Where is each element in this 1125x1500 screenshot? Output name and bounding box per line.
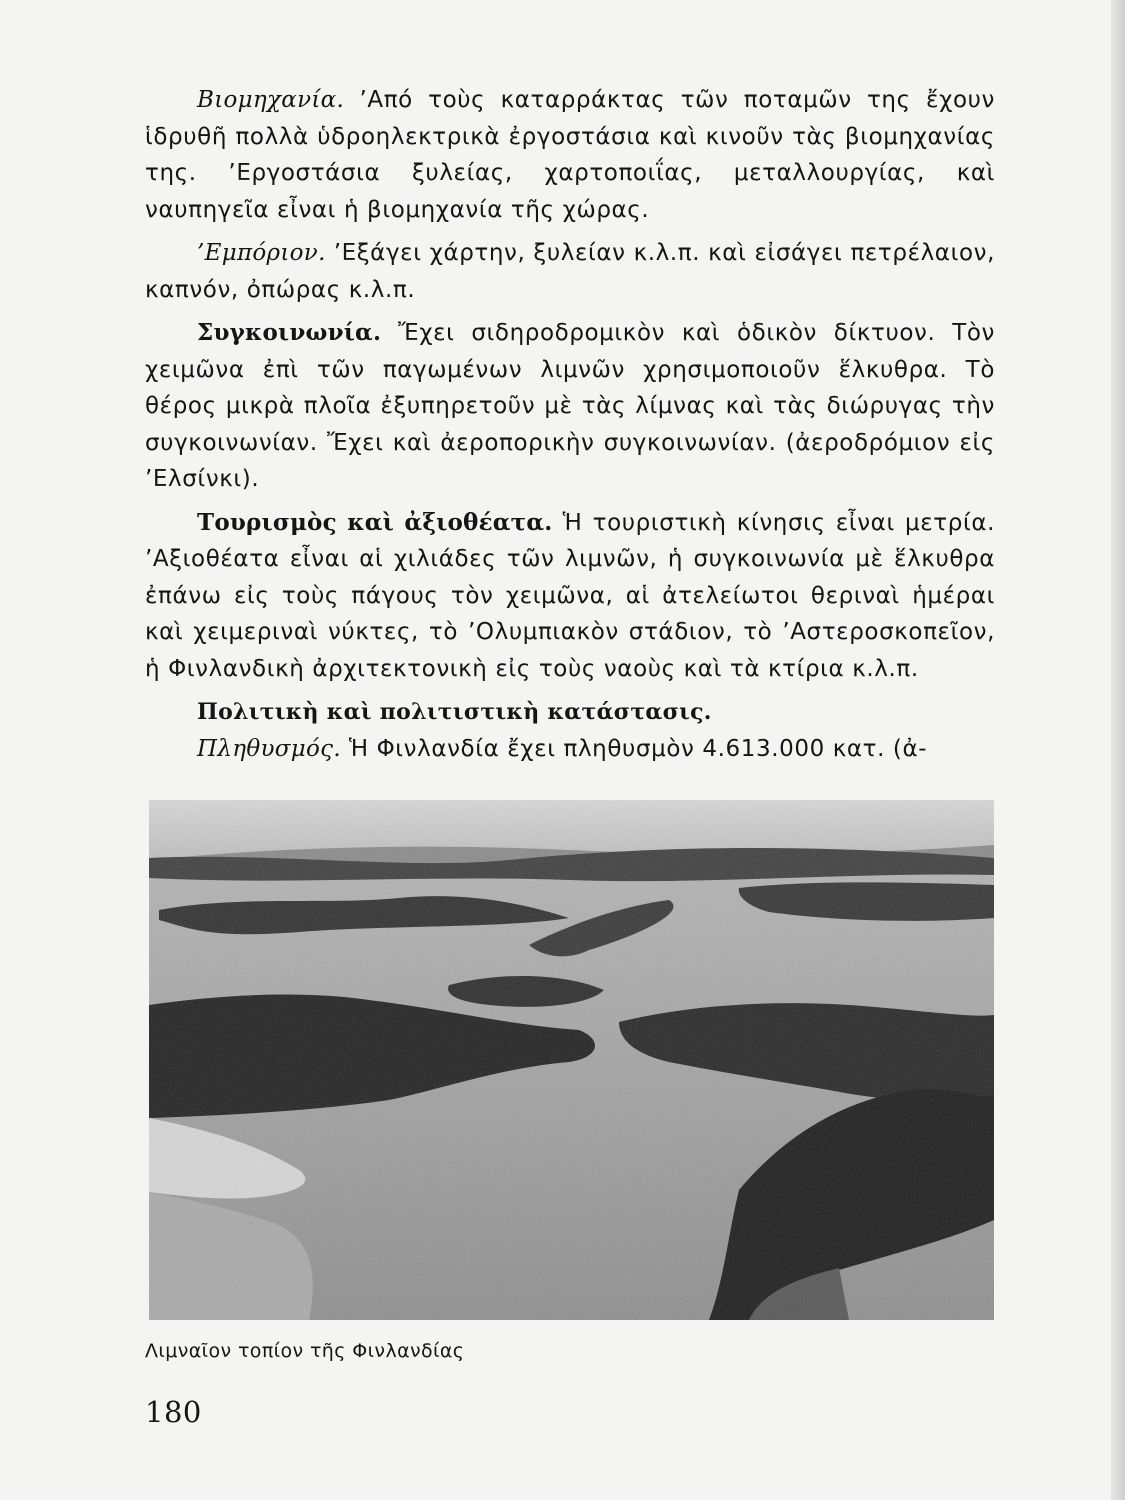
paragraph-body-transport: Ἔχει σιδηροδρομικὸν καὶ ὁδικὸν δίκτυον. Τὸν χειμῶνα ἐπὶ τῶν παγωμένων λιμνῶν χρησιμοποιοῦν ἕλκυθρα. Τὸ θέρος μικρὰ πλοῖα ἐξυπηρετοῦν μὲ τὰς λίμνας καὶ τὰς διώρυγας τὴν συγκοινωνίαν. Ἔχει καὶ ἀεροπορικὴν συγκοινωνίαν. (ἀεροδρόμιον εἰς ’Ελσίνκι). — [145, 320, 995, 492]
paragraph-industry — [145, 82, 995, 228]
paragraph-lead-tourism: Τουρισμὸς καὶ ἀξιοθέατα. — [197, 508, 553, 536]
paragraph-body-trade: ’Εξάγει χάρτην, ξυλείαν κ.λ.π. καὶ εἰσάγει πετρέλαιον, καπνόν, ὀπώρας κ.λ.π. — [145, 240, 995, 303]
paragraph-body-industry: ’Από τοὺς καταρράκτας τῶν ποταμῶν της ἔχουν ἱδρυθῆ πολλὰ ὑδροηλεκτρικὰ ἐργοστάσια καὶ κινοῦν τὰς βιομηχανίας της. ’Εργοστάσια ξυλείας, χαρτοποιΐας, μεταλλουργίας, καὶ ναυπηγεῖα εἶναι ἡ βιομηχανία τῆς χώρας. — [145, 87, 995, 223]
paragraph-transport — [145, 315, 995, 498]
paragraph-lead-industry: Βιομηχανία. — [197, 87, 345, 113]
paragraph-lead-population: Πληθυσμός. — [197, 735, 341, 762]
paragraph-body-population: Ἡ Φινλανδία ἔχει πληθυσμὸν 4.613.000 κατ. (ἀ- — [348, 735, 928, 762]
body-text — [145, 82, 995, 767]
page-number: 180 — [145, 1395, 202, 1429]
paragraph-trade — [145, 235, 995, 308]
paragraph-body-tourism: Ἡ τουριστικὴ κίνησις εἶναι μετρία. ’Αξιοθέατα εἶναι αἱ χιλιάδες τῶν λιμνῶν, ἡ συγκοινωνία μὲ ἕλκυθρα ἐπάνω εἰς τοὺς πάγους τὸν χειμῶνα, αἱ ἀτελείωτοι θεριναὶ ἡμέραι καὶ χειμεριναὶ νύκτες, τὸ ’Ολυμπιακὸν στάδιον, τὸ ’Αστεροσκοπεῖον, ἡ Φινλανδικὴ ἀρχιτεκτονικὴ εἰς τοὺς ναοὺς καὶ τὰ κτίρια κ.λ.π. — [145, 509, 995, 682]
paragraph-lead-transport: Συγκοινωνία. — [197, 319, 382, 346]
figure-caption: Λιμναῖον τοπίον τῆς Φινλανδίας — [145, 1340, 465, 1362]
section-heading: Πολιτικὴ καὶ πολιτιστικὴ κατάστασις. — [197, 699, 712, 725]
paragraph-population — [145, 731, 995, 768]
paragraph-tourism — [145, 505, 995, 688]
page-edge-shadow — [1111, 0, 1125, 1500]
lake-landscape-photo — [149, 800, 994, 1320]
paragraph-lead-trade: ’Εμπόριον. — [197, 240, 326, 266]
